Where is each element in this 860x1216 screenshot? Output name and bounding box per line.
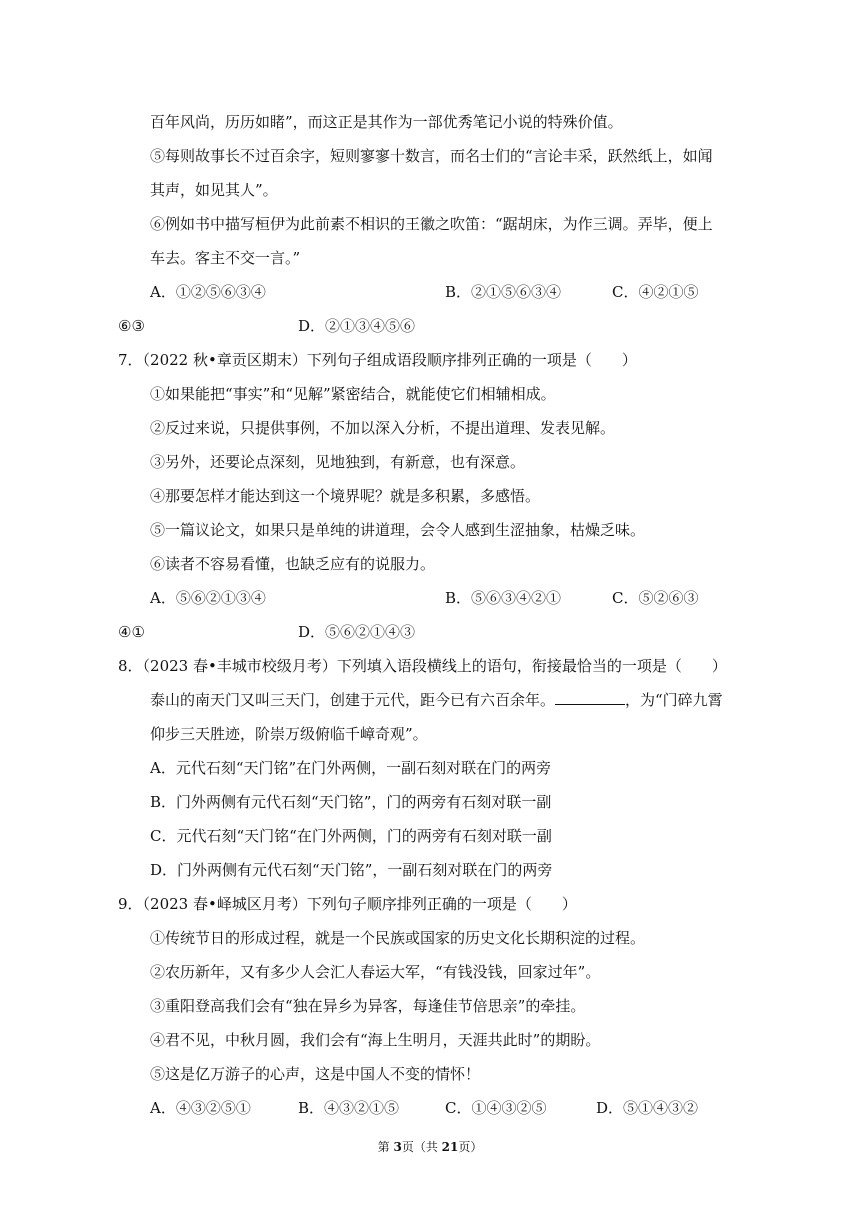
passage-line: 车去。客主不交一言。” [150,249,301,267]
option-c[interactable]: C．①④③②⑤ [445,1099,547,1117]
option-c[interactable]: C．⑤②⑥③ [612,589,699,607]
page-number: 3 [393,1140,402,1154]
page-total: 21 [441,1140,459,1154]
sentence-item: ④那要怎样才能达到这一个境界呢？就是多积累，多感悟。 [150,487,541,505]
sentence-item: ④君不见，中秋月圆，我们会有“海上生明月，天涯共此时”的期盼。 [150,1031,601,1049]
option-d[interactable]: D．②①③④⑤⑥ [298,317,416,335]
option-b[interactable]: B．⑤⑥③④②① [445,589,562,607]
passage-line: 仰步三天胜迹，阶崇万级俯临千嶂奇观”。 [150,725,428,743]
option-d[interactable]: D．门外两侧有元代石刻“天门铭”，一副石刻对联在门的两旁 [150,861,553,879]
passage-line [150,690,723,710]
option-b[interactable]: B．门外两侧有元代石刻“天门铭”，门的两旁有石刻对联一副 [150,793,552,811]
passage-line: ⑤每则故事长不过百余字，短则寥寥十数言，而名士们的“言论丰采，跃然纸上，如闻 [150,147,713,165]
option-b[interactable]: B．②①⑤⑥③④ [445,283,562,301]
sentence-item: ②农历新年，又有多少人会汇人春运大军，“有钱没钱，回家过年”。 [150,963,601,981]
sentence-item: ①传统节日的形成过程，就是一个民族或国家的历史文化长期积淀的过程。 [150,929,646,947]
passage-after-blank: ，为“门碎九霄 [625,691,723,709]
sentence-item: ⑥读者不容易看懂，也缺乏应有的说服力。 [150,555,436,573]
question-stem: 8．（2023 春•丰城市校级月考）下列填入语段横线上的语句，衔接最恰当的一项是（ ） [118,657,727,675]
footer-middle: 页（共 [401,1140,442,1154]
fill-blank [555,690,625,705]
sentence-item: ⑤一篇议论文，如果只是单纯的讲道理，会令人感到生涩抽象，枯燥乏味。 [150,521,646,539]
sentence-item: ⑤这是亿万游子的心声，这是中国人不变的情怀！ [150,1065,481,1083]
sentence-item: ③另外，还要论点深刻，见地独到，有新意，也有深意。 [150,453,526,471]
option-b[interactable]: B．④③②①⑤ [298,1099,400,1117]
sentence-item: ①如果能把“事实”和“见解”紧密结合，就能使它们相辅相成。 [150,385,556,403]
option-a[interactable]: A．④③②⑤① [150,1099,251,1117]
passage-line: ⑥例如书中描写桓伊为此前素不相识的王徽之吹笛：“踞胡床，为作三调。弄毕，便上 [150,215,713,233]
passage-line: 百年风尚，历历如睹”，而这正是其作为一部优秀笔记小说的特殊价值。 [150,113,623,131]
question-stem: 9．（2023 春•峄城区月考）下列句子顺序排列正确的一项是（ ） [118,895,577,913]
footer-prefix: 第 [377,1140,394,1154]
passage-before-blank: 泰山的南天门又叫三天门，创建于元代，距今已有六百余年。 [150,691,556,709]
footer-suffix: 页） [458,1140,483,1154]
option-d[interactable]: D．⑤⑥②①④③ [298,623,416,641]
option-c[interactable]: C．④②①⑤ [612,283,699,301]
option-c-wrap: ⑥③ [118,317,145,335]
option-a[interactable]: A．⑤⑥②①③④ [150,589,266,607]
option-d[interactable]: D．⑤①④③② [596,1099,699,1117]
option-a[interactable]: A．元代石刻“天门铭”在门外两侧，一副石刻对联在门的两旁 [150,759,552,777]
option-c-wrap: ④① [118,623,145,641]
option-a[interactable]: A．①②⑤⑥③④ [150,283,266,301]
option-c[interactable]: C．元代石刻“天门铭“在门外两侧，门的两旁有石刻对联一副 [150,827,552,845]
sentence-item: ②反过来说，只提供事例，不加以深入分析，不提出道理、发表见解。 [150,419,616,437]
sentence-item: ③重阳登高我们会有“独在异乡为异客，每逢佳节倍思亲”的牵挂。 [150,997,586,1015]
page-footer [0,1138,860,1155]
passage-line: 其声，如见其人”。 [150,181,278,199]
question-stem: 7．（2022 秋•章贡区期末）下列句子组成语段顺序排列正确的一项是（ ） [118,351,637,369]
